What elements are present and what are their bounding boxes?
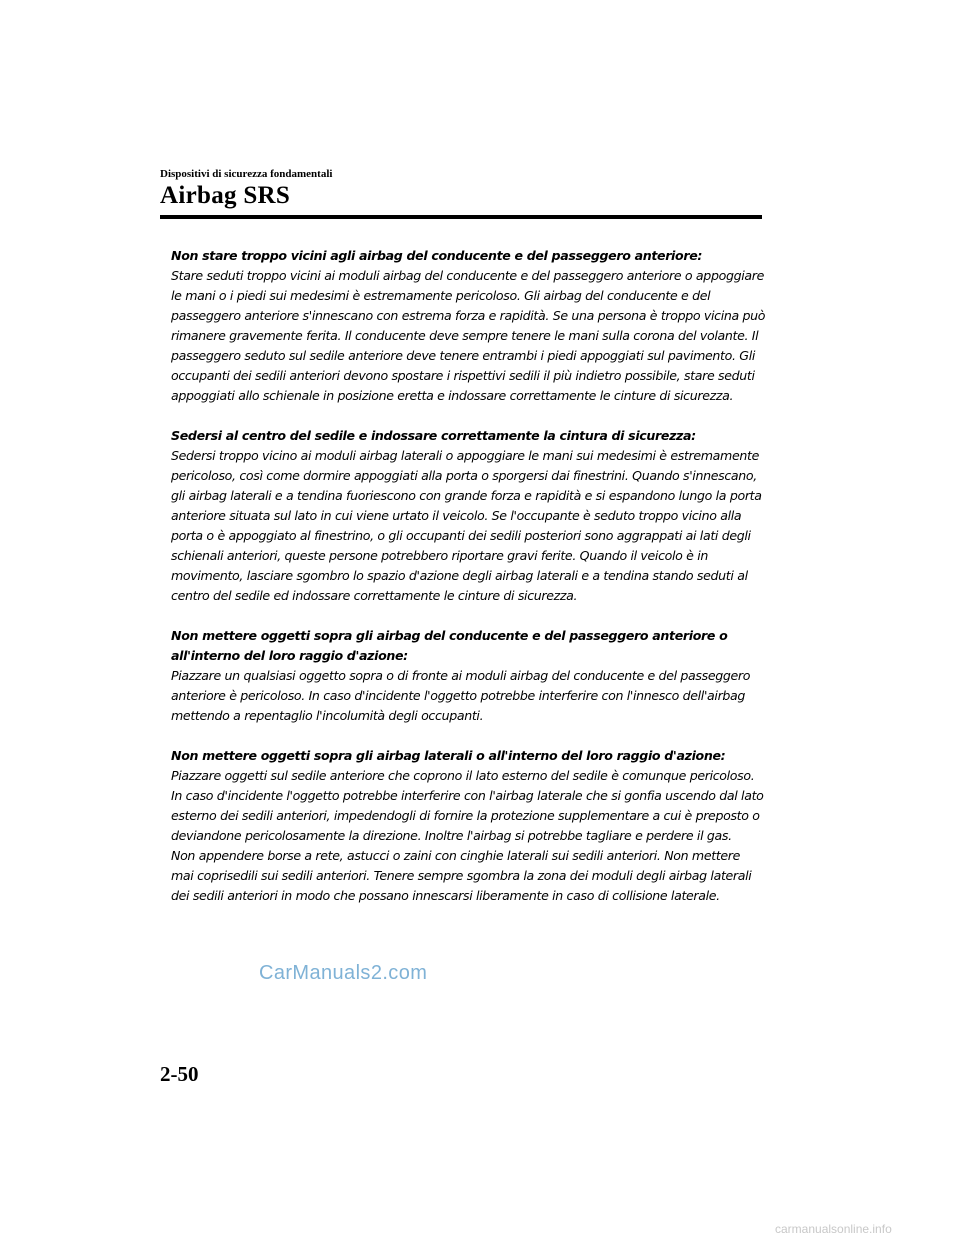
watermark-logo: CarManuals2.com xyxy=(259,962,428,984)
warning-block-seat-center xyxy=(171,426,766,606)
warning-text: Stare seduti troppo vicini ai moduli airbag del conducente e del passeggero anteriore o appoggiare le mani o i piedi sui medesimi è estremamente pericoloso. Gli airbag del conducente e del passeggero anteriore s'innescano con estrema forza e rapidità. Se una persona è troppo vicina può rimanere gravemente ferita. Il conducente deve sempre tenere le mani sulla corona del volante. Il passeggero seduto sul sedile anteriore deve tenere entrambi i piedi appoggiati sul pavimento. Gli occupanti dei sedili anteriori devono spostare i rispettivi sedili il più indietro possibile, stare seduti appoggiati allo schienale in posizione eretta e indossare correttamente le cinture di sicurezza. xyxy=(171,268,766,403)
warning-heading: Sedersi al centro del sedile e indossare correttamente la cintura di sicurezza: xyxy=(171,428,696,443)
warning-heading: Non mettere oggetti sopra gli airbag del conducente e del passeggero anteriore o all'interno del loro raggio d'azione: xyxy=(171,628,728,663)
section-label: Dispositivi di sicurezza fondamentali xyxy=(160,168,333,180)
page-title: Airbag SRS xyxy=(160,182,291,209)
header-divider xyxy=(160,215,762,219)
warning-heading: Non mettere oggetti sopra gli airbag laterali o all'interno del loro raggio d'azione: xyxy=(171,748,726,763)
warning-text-continued: Non appendere borse a rete, astucci o zaini con cinghie laterali sui sedili anteriori. Non mettere mai coprisedili sui sedili anteriori. Tenere sempre sgombra la zona dei moduli degli airbag laterali dei sedili anteriori in modo che possano innescarsi liberamente in caso di collisione laterale. xyxy=(171,848,752,903)
warning-heading: Non stare troppo vicini agli airbag del conducente e del passeggero anteriore: xyxy=(171,248,703,263)
warning-block-driver-distance xyxy=(171,246,766,406)
warning-text: Piazzare oggetti sul sedile anteriore che coprono il lato esterno del sedile è comunque pericoloso. In caso d'incidente l'oggetto potrebbe interferire con l'airbag laterale che si gonfia uscendo dal lato esterno dei sedili anteriori, impedendogli di fornire la protezione supplementare a cui è preposto o deviandone pericolosamente la direzione. Inoltre l'airbag si potrebbe tagliare e perdere il gas. xyxy=(171,768,764,843)
warning-block-front-objects xyxy=(171,626,766,726)
footer-watermark: carmanualsonline.info xyxy=(775,1222,892,1236)
warning-content xyxy=(171,246,766,926)
warning-text: Sedersi troppo vicino ai moduli airbag laterali o appoggiare le mani sui medesimi è estremamente pericoloso, così come dormire appoggiati alla porta o sporgersi dai finestrini. Quando s'innescano, gli airbag laterali e a tendina fuoriescono con grande forza e rapidità e si espandono lungo la porta anteriore situata sul lato in cui viene urtato il veicolo. Se l'occupante è seduto troppo vicino alla porta o è appoggiato al finestrino, o gli occupanti dei sedili posteriori sono aggrappati ai lati degli schienali anteriori, queste persone potrebbero riportare gravi ferite. Quando il veicolo è in movimento, lasciare sgombro lo spazio d'azione degli airbag laterali e a tendina stando seduti al centro del sedile ed indossare correttamente le cinture di sicurezza. xyxy=(171,448,762,603)
warning-block-side-objects xyxy=(171,746,766,906)
warning-text: Piazzare un qualsiasi oggetto sopra o di fronte ai moduli airbag del conducente e del passeggero anteriore è pericoloso. In caso d'incidente l'oggetto potrebbe interferire con l'innesco dell'airbag mettendo a repentaglio l'incolumità degli occupanti. xyxy=(171,668,751,723)
page-number: 2-50 xyxy=(160,1062,199,1086)
